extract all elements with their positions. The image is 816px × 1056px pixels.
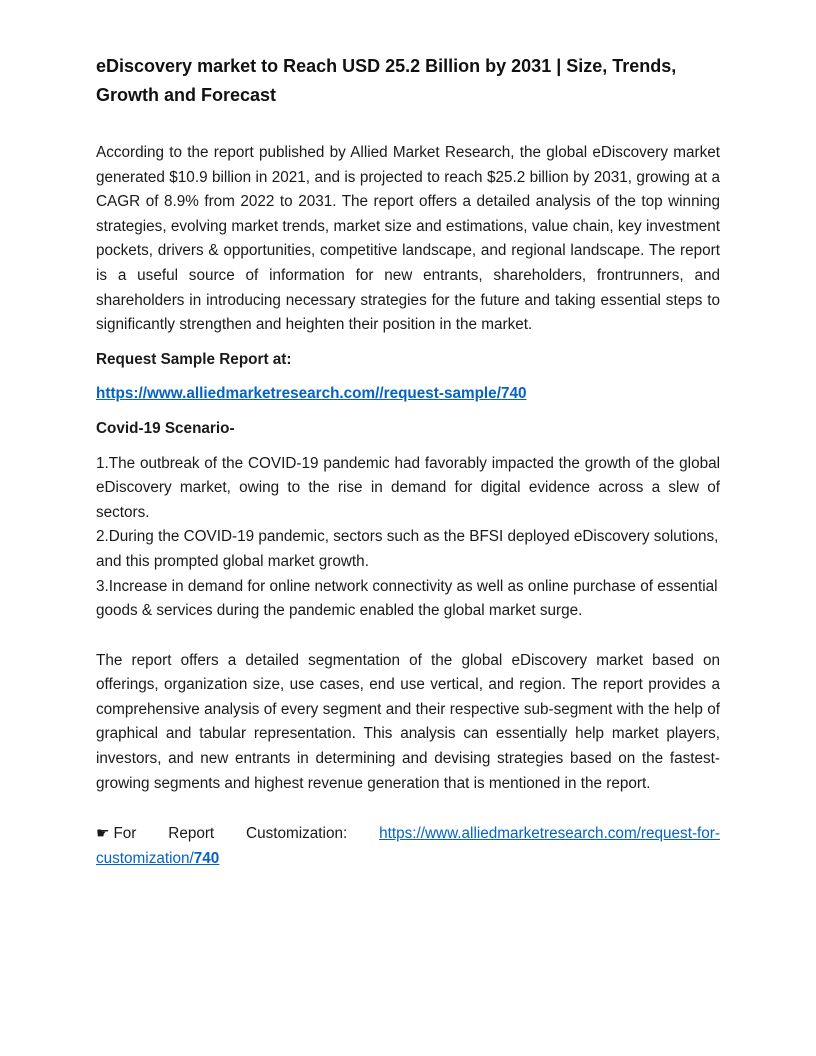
pointing-hand-icon: ☛ xyxy=(96,824,110,843)
sample-link-line xyxy=(96,382,720,407)
covid-list xyxy=(96,452,720,624)
sample-heading: Request Sample Report at: xyxy=(96,350,292,368)
covid-item-2: 2.During the COVID-19 pandemic, sectors such as the BFSI deployed eDiscovery solutions, and this prompted global market growth. xyxy=(96,528,719,570)
customization-link-number: 740 xyxy=(193,849,220,867)
covid-item-3: 3.Increase in demand for online network connectivity as well as online purchase of essential goods & services during the pandemic enabled the global market surge. xyxy=(96,577,718,620)
covid-heading: Covid-19 Scenario- xyxy=(96,419,235,437)
customization-line xyxy=(96,821,720,871)
document-title: eDiscovery market to Reach USD 25.2 Billion by 2031 | Size, Trends, Growth and Forecast xyxy=(96,56,677,105)
customization-link-url: https://www.alliedmarketresearch.com/request-for-customization/ xyxy=(96,825,720,867)
sample-report-link[interactable]: https://www.alliedmarketresearch.com//request-sample/740 xyxy=(96,385,527,403)
customization-label: For Report Customization: xyxy=(113,825,380,843)
document-page xyxy=(96,52,720,871)
intro-paragraph: According to the report published by Allied Market Research, the global eDiscovery market generated $10.9 billion in 2021, and is projected to reach $25.2 billion by 2031, growing at a CAGR of 8.9% from 2022 to 2031. The report offers a detailed analysis of the top winning strategies, evolving market trends, market size and estimations, value chain, key investment pockets, drivers & opportunities, competitive landscape, and regional landscape. The report is a useful source of information for new entrants, shareholders, frontrunners, and shareholders in introducing necessary strategies for the future and taking essential steps to significantly strengthen and heighten their position in the market. xyxy=(96,144,720,334)
segmentation-paragraph: The report offers a detailed segmentation of the global eDiscovery market based on offerings, organization size, use cases, end use vertical, and region. The report provides a comprehensive analysis of every segment and their respective sub-segment with the help of graphical and tabular representation. This analysis can essentially help market players, investors, and new entrants in determining and devising strategies based on the fastest-growing segments and highest revenue generation that is mentioned in the report. xyxy=(96,651,720,792)
covid-item-1: 1.The outbreak of the COVID-19 pandemic had favorably impacted the growth of the global eDiscovery market, owing to the rise in demand for digital evidence across a slew of sectors. xyxy=(96,454,720,521)
